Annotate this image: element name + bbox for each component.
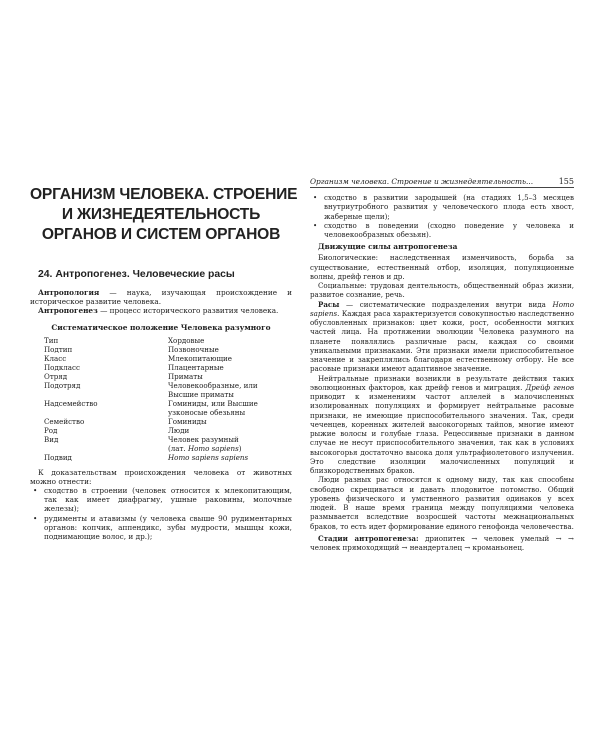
term: Антропология — [38, 288, 100, 297]
value-cell: Homo sapiens sapiens — [168, 452, 249, 462]
table-row — [44, 381, 278, 399]
rank-cell: Надсемейство — [44, 398, 98, 408]
latin-prefix: (лат. — [168, 443, 188, 453]
table-row — [44, 363, 278, 372]
rank-cell: Тип — [44, 335, 59, 345]
section-title: 24. Антропогенез. Человеческие расы — [38, 269, 235, 280]
value-cell: Позвоночные — [168, 344, 219, 354]
latin-text: Homo sapiens — [310, 299, 574, 318]
table-row — [44, 399, 278, 417]
stages-paragraph — [310, 534, 574, 553]
value-cell — [168, 435, 278, 453]
forces-biological: Биологические: наследственная изменчивость, борьба за существование, естественный отбор, изоляция, популяционные волны, дрейф генов и др. — [310, 253, 574, 281]
table-row — [44, 345, 278, 354]
species-unity-paragraph: Люди разных рас относятся к одному виду, так как способны свободно скрещиваться и давать плодовитое потомство. Общий уровень физического и умственного развития одинаков у всех людей. В наше время граница между популяциями человека размывается вследствие возросшей частоты межнациональных браков, то есть идет формирование единого генофонда человечества. — [310, 475, 574, 531]
table-row — [44, 435, 278, 453]
rank-cell: Подтип — [44, 344, 73, 354]
species-name: Человек разумный — [168, 434, 239, 444]
definition-text: — процесс исторического развития человека. — [97, 306, 279, 316]
list-item: • сходство в развитии зародышей (на стадиях 1,5–3 месяцев внутриутробного развития у человеческого плода есть хвост, жаберные щели); — [310, 193, 574, 221]
forces-social: Социальные: трудовая деятельность, общественный образ жизни, развитое сознание, речь. — [310, 281, 574, 300]
definition-text: — наука, изучающая происхождение и историческое развитие человека. — [30, 288, 292, 307]
rank-cell: Подвид — [44, 452, 72, 462]
chapter-title-line: ОРГАНИЗМ ЧЕЛОВЕКА. СТРОЕНИЕ — [30, 186, 298, 203]
definition-anthropogenesis — [30, 306, 292, 315]
taxonomy-table — [44, 336, 278, 462]
rank-cell: Подкласс — [44, 362, 80, 372]
evidence-intro: К доказательствам происхождения человека от животных можно отнести: — [30, 467, 292, 486]
table-row — [44, 372, 278, 381]
table-row — [44, 354, 278, 363]
table-row — [44, 336, 278, 345]
races-text: — систематические подразделения внутри вида — [339, 299, 553, 309]
neutral-traits-paragraph — [310, 374, 574, 476]
page-number: 155 — [558, 177, 574, 186]
value-cell: Млекопитающие — [168, 353, 232, 363]
rank-cell: Отряд — [44, 371, 68, 381]
list-item: • рудименты и атавизмы (у человека свыше 90 рудиментарных органов: копчик, аппендикс, зубы мудрости, мышцы кожи, поднимающие волос, и др.); — [30, 514, 292, 542]
value-cell: Человекообразные, или Высшие приматы — [168, 380, 258, 399]
taxonomy-title: Систематическое положение Человека разумного — [51, 322, 271, 332]
races-text: . Каждая раса характеризуется совокупностью наследственно обусловленных признаков: цвет кожи, рост, особенности мягких частей лица. На протяжении эволюции Человека разумного на планете появлялись различные расы, каждая со своими уникальными признаками. Эти признаки имели приспособительное значение и закреплялись благодаря естественному отбору. Не все расовые признаки имеют адаптивное значение. — [310, 308, 574, 374]
definition-anthropology — [30, 288, 292, 306]
running-head-text: Организм человека. Строение и жизнедеятельность... — [310, 177, 534, 186]
stages-label: Стадии антропогенеза: — [318, 533, 419, 543]
neutral-text: Нейтральные признаки возникли в результате действия таких эволюционных факторов, как дрейф генов и миграция. — [310, 373, 574, 392]
value-cell: Люди — [168, 425, 190, 435]
term: Расы — [318, 299, 340, 309]
table-row — [44, 426, 278, 435]
rank-cell: Род — [44, 425, 58, 435]
chapter-title-line: И ЖИЗНЕДЕЯТЕЛЬНОСТЬ — [61, 206, 261, 223]
latin-text: Homo sapiens — [187, 443, 239, 453]
forces-title: Движущие силы антропогенеза — [318, 242, 458, 252]
drift-term: Дрейф генов — [525, 382, 574, 392]
table-row — [44, 453, 278, 462]
left-page — [30, 185, 298, 542]
value-cell: Хордовые — [168, 335, 205, 345]
term: Антропогенез — [38, 306, 98, 316]
value-cell: Гоминиды, или Высшие узконосые обезьяны — [168, 398, 258, 417]
right-page — [310, 177, 574, 552]
value-cell: Приматы — [168, 371, 203, 381]
rank-cell: Вид — [44, 434, 59, 444]
value-cell: Гоминиды — [168, 416, 207, 426]
races-paragraph — [310, 300, 574, 374]
rank-cell: Подотряд — [44, 380, 81, 390]
neutral-text: приводит к изменениям частот аллелей в малочисленных изолированных популяциях и формирует нейтральные расовые признаки, не имеющие приспособительного значения. Так, среди чеченцев, коренных жителей высокогорных тайпов, многие имеют рыжие волосы и голубые глаза. Рецессивные признаки в данном случае не несут приспособительного значения, так как в условиях высокогорья достаточно высока доля ультрафиолетового излучения. Это следствие изоляции малочисленных популяций и близкородственных браков. — [310, 392, 574, 475]
value-cell: Плацентарные — [168, 362, 224, 372]
running-head — [310, 177, 574, 188]
list-item: • сходство в поведении (сходно поведение у человека и человекообразных обезьян). — [310, 221, 574, 240]
list-item: • сходство в строении (человек относится к млекопитающим, так как имеет диафрагму, ушные раковины, молочные железы); — [30, 486, 292, 514]
chapter-title-line: ОРГАНОВ И СИСТЕМ ОРГАНОВ — [41, 226, 281, 243]
stages-chain: дриопитек → человек умелый → → человек прямоходящий → неандерталец → кроманьонец. — [310, 533, 574, 552]
table-row — [44, 417, 278, 426]
evidence-list-right — [310, 193, 574, 239]
chapter-title — [30, 185, 298, 245]
latin-name — [168, 444, 278, 453]
rank-cell: Семейство — [44, 416, 85, 426]
latin-suffix: ) — [238, 443, 242, 453]
rank-cell: Класс — [44, 353, 67, 363]
evidence-list-left — [30, 486, 292, 541]
